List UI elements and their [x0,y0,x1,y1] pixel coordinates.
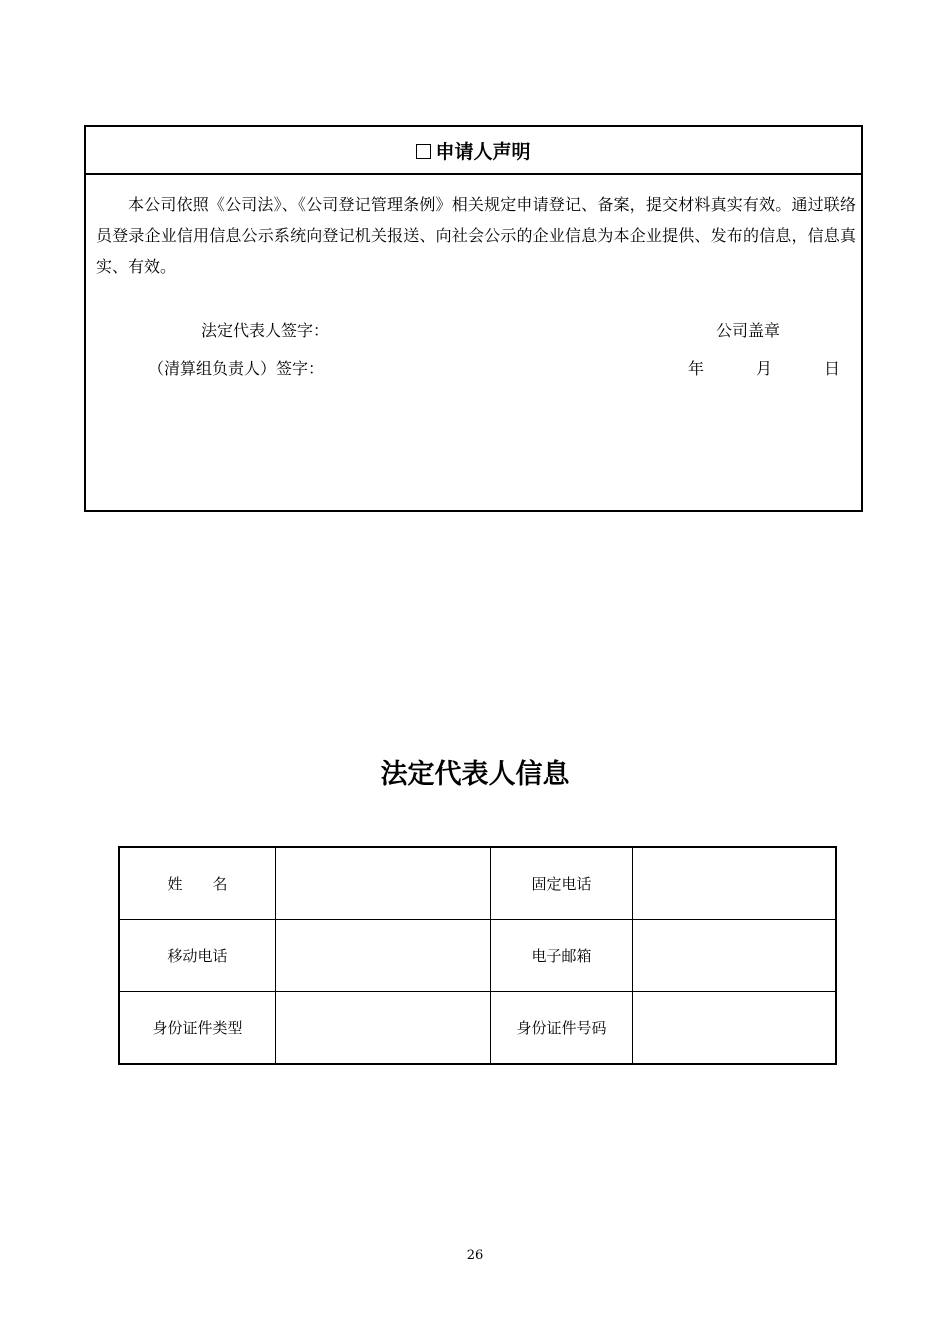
table-row [119,920,836,992]
company-seal-label: 公司盖章 [716,321,781,340]
id-type-label: 身份证件类型 [119,992,276,1065]
mobile-field[interactable] [276,920,491,992]
declaration-header [86,127,861,175]
table-row [119,847,836,920]
table-row [119,992,836,1065]
page-number: 26 [466,1248,484,1263]
date-year-label: 年 [688,359,705,378]
section-title: 法定代表人信息 [380,759,570,790]
declaration-checkbox[interactable] [416,144,431,159]
landline-field[interactable] [633,847,837,920]
id-type-field[interactable] [276,992,491,1065]
legal-rep-signature-label: 法定代表人签字： [201,321,330,340]
legal-rep-info-table [118,846,837,1065]
date-day-label: 日 [824,359,841,378]
id-number-label: 身份证件号码 [491,992,633,1065]
mobile-label: 移动电话 [119,920,276,992]
email-label: 电子邮箱 [491,920,633,992]
name-label: 姓 名 [119,847,276,920]
id-number-field[interactable] [633,992,837,1065]
date-month-label: 月 [756,359,773,378]
applicant-declaration-box [84,125,863,512]
liquidation-signature-label: （清算组负责人）签字： [148,359,325,378]
declaration-paragraph: 本公司依照《公司法》、《公司登记管理条例》相关规定申请登记、备案，提交材料真实有效。通过联络员登录企业信用信息公示系统向登记机关报送、向社会公示的企业信息为本企业提供、发布的信息，信息真实、有效。 [96,195,856,276]
declaration-title: 申请人声明 [435,140,531,163]
name-field[interactable] [276,847,491,920]
email-field[interactable] [633,920,837,992]
declaration-body [86,175,861,514]
landline-label: 固定电话 [491,847,633,920]
